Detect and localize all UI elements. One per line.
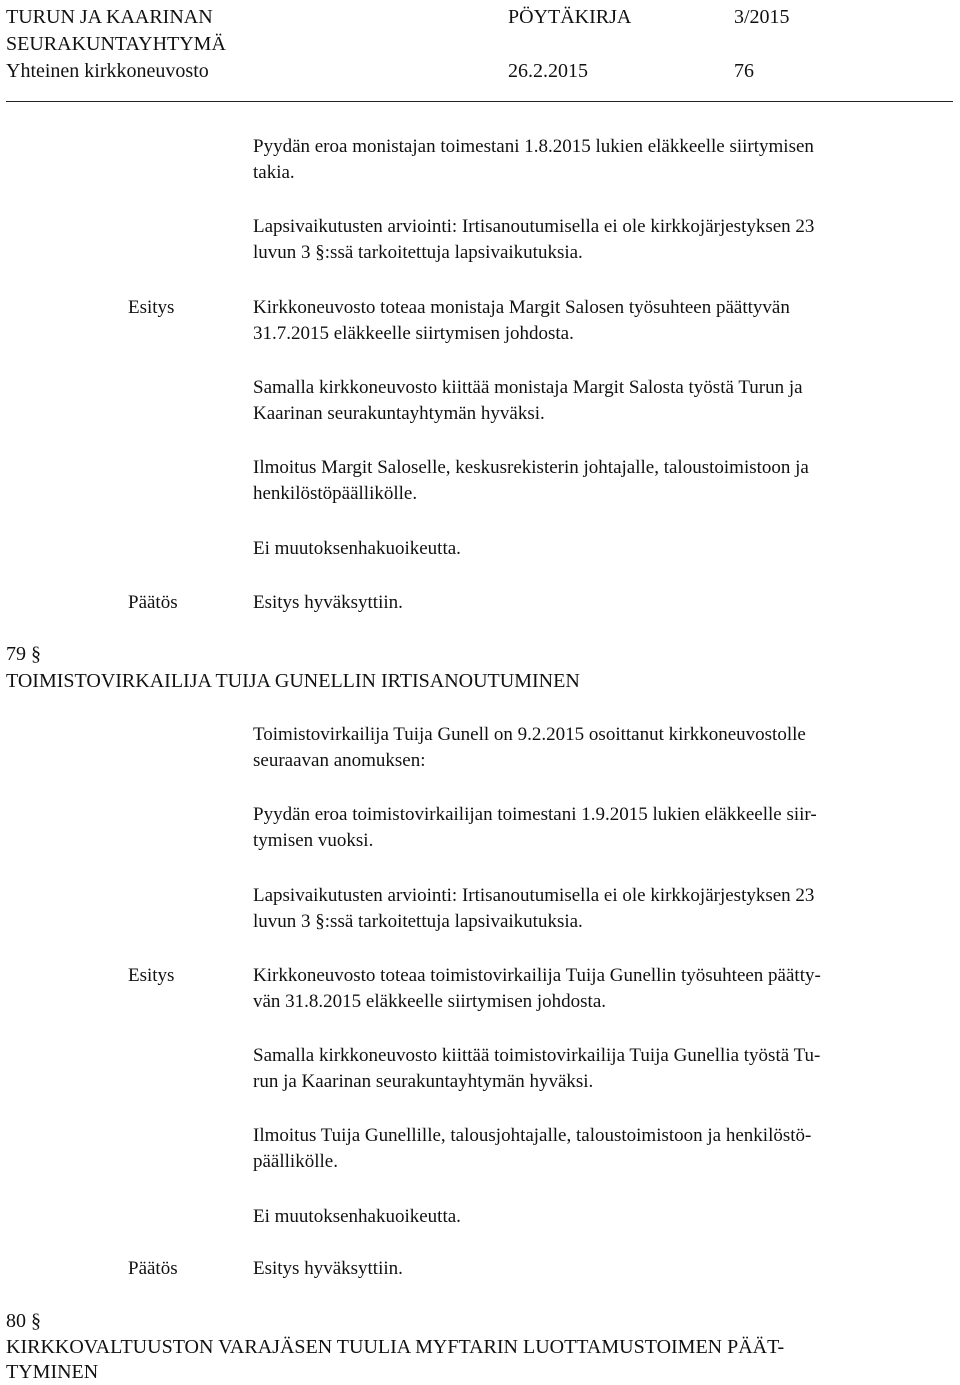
s79-no-appeal: Ei muutoksenhakuoikeutta. [253,1206,461,1227]
s78-thanks: Samalla kirkkoneuvosto kiittää monistaja Margit Salosta työstä Turun ja Kaarinan seurakuntayhtymän hyväksi. [253,377,803,424]
document-header [6,4,956,85]
s78-child-impact: Lapsivaikutusten arviointi: Irtisanoutumisella ei ole kirkkojärjestyksen 23 luvun 3 §:ssä tarkoitettuja lapsivaikutuksia. [253,216,815,263]
s80-title-line1: KIRKKOVALTUUSTON VARAJÄSEN TUULIA MYFTARIN LUOTTAMUSTOIMEN PÄÄT- [6,1336,785,1358]
s79-proposal: Kirkkoneuvosto toteaa toimistovirkailija Tuija Gunellin työsuhteen päätty- vän 31.8.2015 eläkkeelle siirtymisen johdosta. [253,965,821,1012]
body-name: Yhteinen kirkkoneuvosto [6,60,209,82]
s79-title: TOIMISTOVIRKAILIJA TUIJA GUNELLIN IRTISANOUTUMINEN [6,670,580,692]
s79-thanks: Samalla kirkkoneuvosto kiittää toimistovirkailija Tuija Gunellia työstä Tu- run ja Kaarinan seurakuntayhtymän hyväksi. [253,1045,821,1092]
s78-notify: Ilmoitus Margit Saloselle, keskusrekisterin johtajalle, taloustoimistoon ja henkilöstöpäällikölle. [253,457,809,504]
s78-no-appeal: Ei muutoksenhakuoikeutta. [253,538,461,559]
header-divider [6,101,953,102]
s79-child-impact: Lapsivaikutusten arviointi: Irtisanoutumisella ei ole kirkkojärjestyksen 23 luvun 3 §:ssä tarkoitettuja lapsivaikutuksia. [253,885,815,932]
s78-proposal-label: Esitys [128,297,175,318]
s78-decision: Esitys hyväksyttiin. [253,592,403,613]
doc-number: 3/2015 [734,6,790,28]
s79-decision-label: Päätös [128,1258,178,1279]
s80-number: 80 § [6,1310,41,1332]
s80-title-line2: TYMINEN [6,1361,99,1383]
doc-type: PÖYTÄKIRJA [508,6,632,28]
s79-number: 79 § [6,643,41,665]
s78-decision-label: Päätös [128,592,178,613]
s79-intro: Toimistovirkailija Tuija Gunell on 9.2.2015 osoittanut kirkkoneuvostolle seuraavan anomuksen: [253,724,806,771]
s79-decision: Esitys hyväksyttiin. [253,1258,403,1279]
s79-request: Pyydän eroa toimistovirkailijan toimestani 1.9.2015 lukien eläkkeelle siir- tymisen vuoksi. [253,804,817,851]
meeting-date: 26.2.2015 [508,60,588,82]
page-number: 76 [734,60,754,82]
org-name-line1: TURUN JA KAARINAN [6,6,213,28]
org-name-line2: SEURAKUNTAYHTYMÄ [6,33,226,55]
s78-request: Pyydän eroa monistajan toimestani 1.8.2015 lukien eläkkeelle siirtymisen takia. [253,136,814,183]
s79-proposal-label: Esitys [128,965,175,986]
s78-proposal: Kirkkoneuvosto toteaa monistaja Margit Salosen työsuhteen päättyvän 31.7.2015 eläkkeelle siirtymisen johdosta. [253,297,790,344]
s79-notify: Ilmoitus Tuija Gunellille, talousjohtajalle, taloustoimistoon ja henkilöstö- päällikölle. [253,1125,812,1172]
